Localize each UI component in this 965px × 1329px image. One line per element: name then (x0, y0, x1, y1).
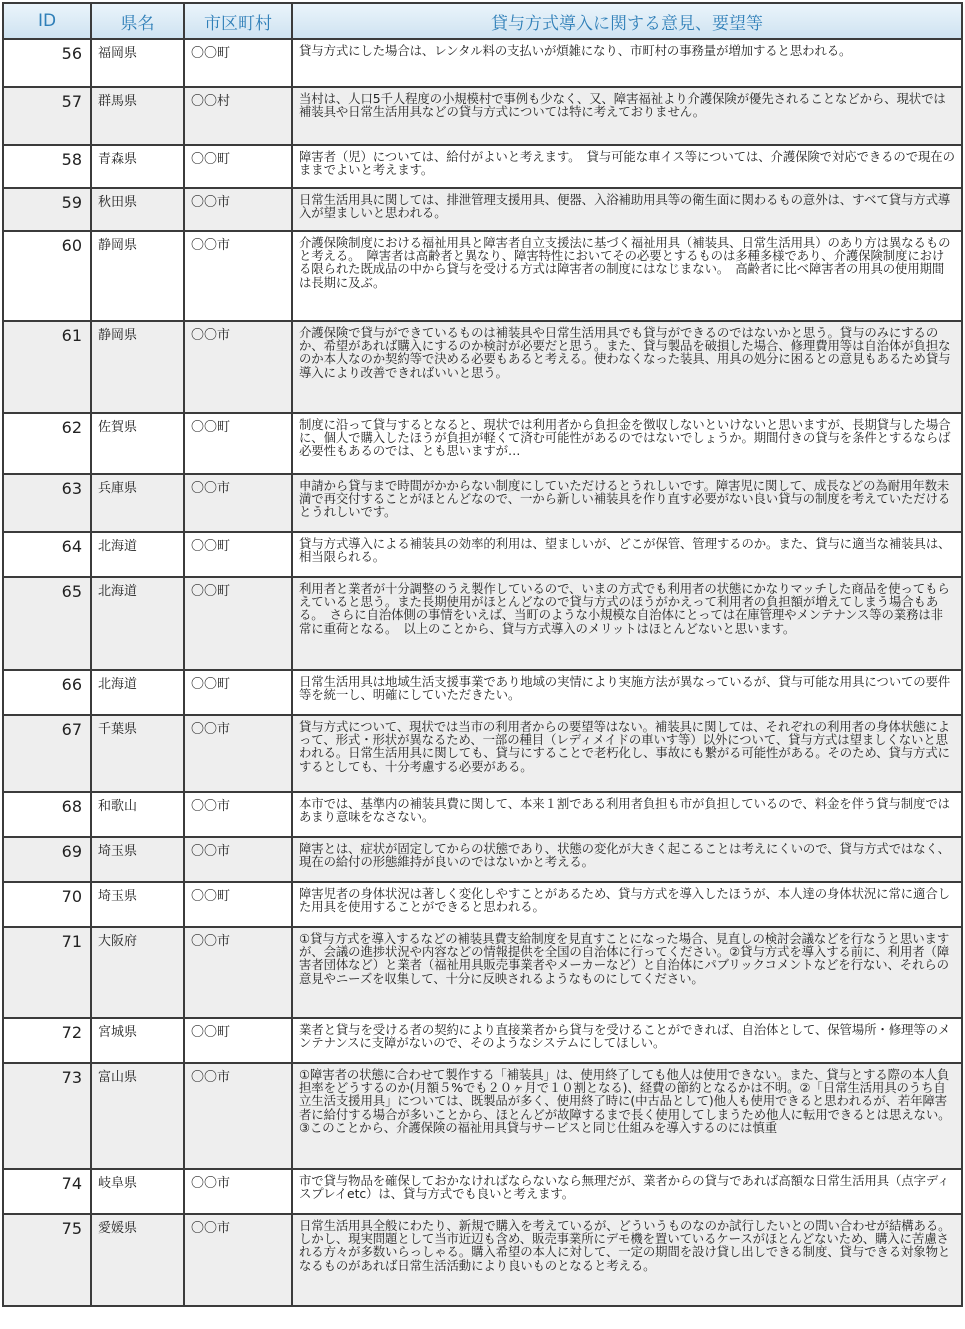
row-id: 61 (3, 321, 91, 413)
row-prefecture: 岐阜県 (91, 1169, 184, 1214)
table-row (3, 715, 962, 792)
table-row (3, 927, 962, 1018)
table-row (3, 1063, 962, 1169)
table-row (3, 145, 962, 188)
row-municipality: 〇〇町 (184, 413, 292, 474)
row-id: 56 (3, 39, 91, 87)
row-municipality: 〇〇市 (184, 792, 292, 837)
row-opinion: 市で貸与物品を確保しておかなければならないなら無理だが、業者からの貸与であれば高額な日常生活用具（点字ディスプレイetc）は、貸与方式でも良いと考えます。 (292, 1169, 962, 1214)
row-prefecture: 秋田県 (91, 188, 184, 231)
row-municipality: 〇〇市 (184, 188, 292, 231)
row-prefecture: 千葉県 (91, 715, 184, 792)
table-row (3, 1169, 962, 1214)
table-row (3, 413, 962, 474)
row-opinion: 障害とは、症状が固定してからの状態であり、状態の変化が大きく起こることは考えにくいので、貸与方式ではなく、現在の給付の形態維持が良いのではないかと考える。 (292, 837, 962, 882)
row-prefecture: 埼玉県 (91, 882, 184, 927)
row-id: 65 (3, 577, 91, 670)
row-municipality: 〇〇市 (184, 321, 292, 413)
row-id: 67 (3, 715, 91, 792)
row-municipality: 〇〇市 (184, 837, 292, 882)
row-prefecture: 北海道 (91, 670, 184, 715)
row-prefecture: 富山県 (91, 1063, 184, 1169)
row-id: 60 (3, 231, 91, 321)
row-municipality: 〇〇町 (184, 1018, 292, 1063)
row-opinion: 本市では、基準内の補装具費に関して、本来１割である利用者負担も市が負担しているので、料金を伴う貸与制度ではあまり意味をなさない。 (292, 792, 962, 837)
row-id: 57 (3, 87, 91, 145)
row-id: 59 (3, 188, 91, 231)
row-municipality: 〇〇町 (184, 39, 292, 87)
table-row (3, 87, 962, 145)
table-row (3, 670, 962, 715)
table-header-row (3, 3, 962, 39)
row-municipality: 〇〇市 (184, 927, 292, 1018)
header-id: ID (3, 3, 91, 39)
row-prefecture: 福岡県 (91, 39, 184, 87)
table-row (3, 231, 962, 321)
row-prefecture: 兵庫県 (91, 474, 184, 532)
table-row (3, 577, 962, 670)
row-opinion: ①障害者の状態に合わせて製作する「補装具」は、使用終了しても他人は使用できない。また、貸与とする際の本人負担率をどうするのか(月額５%でも２０ヶ月で１０割となる)、経費の節約となるかは不明。②「日常生活用具のうち自立生活支援用具」については、既製品が多く、使用終了時に(中古品として)他人も使用できると思われるが、若年障害者に給付する場合が多いことから、ほとんどが故障するまで長く使用してしまうため他人に転用できるとは思えない。③このことから、介護保険の福祉用具貸与サービスと同じ仕組みを導入するのには慎重 (292, 1063, 962, 1169)
row-opinion: 制度に沿って貸与するとなると、現状では利用者から負担金を徴収しないといけないと思いますが、長期貸与した場合に、個人で購入したほうが負担が軽くて済む可能性があるのではないでしょうか。期間付きの貸与を条件とするならば必要性もあるのでは、とも思いますが… (292, 413, 962, 474)
table-row (3, 792, 962, 837)
row-id: 75 (3, 1214, 91, 1306)
row-municipality: 〇〇村 (184, 87, 292, 145)
row-opinion: 介護保険制度における福祉用具と障害者自立支援法に基づく福祉用具（補装具、日常生活用具）のあり方は異なるものと考える。 障害者は高齢者と異なり、障害特性においてその必要とするものは多種多様であり、介護保険制度における限られた既成品の中から貸与を受ける方式は障害者の制度にはなじまない。 高齢者に比べ障害者の用具の使用期間は長期に及ぶ。 (292, 231, 962, 321)
row-municipality: 〇〇町 (184, 670, 292, 715)
row-id: 72 (3, 1018, 91, 1063)
header-opinion: 貸与方式導入に関する意見、要望等 (292, 3, 962, 39)
row-opinion: 貸与方式にした場合は、レンタル料の支払いが煩雑になり、市町村の事務量が増加すると思われる。 (292, 39, 962, 87)
row-id: 74 (3, 1169, 91, 1214)
row-municipality: 〇〇市 (184, 474, 292, 532)
row-id: 58 (3, 145, 91, 188)
table-row (3, 882, 962, 927)
table-row (3, 532, 962, 577)
row-opinion: 障害者（児）については、給付がよいと考えます。 貸与可能な車イス等については、介護保険で対応できるので現在のままでよいと考えます。 (292, 145, 962, 188)
opinion-table (2, 2, 963, 1307)
row-id: 70 (3, 882, 91, 927)
row-prefecture: 北海道 (91, 577, 184, 670)
table-row (3, 39, 962, 87)
row-opinion: 申請から貸与まで時間がかからない制度にしていただけるとうれしいです。障害児に関して、成長などの為耐用年数未満で再交付することがほとんどなので、一から新しい補装具を作り直す必要がない良い貸与の制度を考えていただけるとうれしいです。 (292, 474, 962, 532)
row-opinion: 貸与方式について、現状では当市の利用者からの要望等はない。補装具に関しては、それぞれの利用者の身体状態によって、形式・形状が異なるため、一部の種目（レディメイドの車いす等）以外について、貸与方式は望ましくないと思われる。日常生活用具に関しても、貸与にすることで老朽化し、事故にも繋がる可能性がある。そのため、貸与方式にするとしても、十分考慮する必要がある。 (292, 715, 962, 792)
table-row (3, 321, 962, 413)
row-prefecture: 和歌山 (91, 792, 184, 837)
table-row (3, 1018, 962, 1063)
row-id: 71 (3, 927, 91, 1018)
row-prefecture: 佐賀県 (91, 413, 184, 474)
table-row (3, 837, 962, 882)
row-municipality: 〇〇町 (184, 532, 292, 577)
table-row (3, 188, 962, 231)
row-opinion: 障害児者の身体状況は著しく変化しやすことがあるため、貸与方式を導入したほうが、本人達の身体状況に常に適合した用具を使用することができると思われる。 (292, 882, 962, 927)
row-id: 62 (3, 413, 91, 474)
row-opinion: 当村は、人口5千人程度の小規模村で事例も少なく、又、障害福祉より介護保険が優先されることなどから、現状では補装具や日常生活用具などの貸与方式については特に考えておりません。 (292, 87, 962, 145)
row-municipality: 〇〇町 (184, 577, 292, 670)
row-id: 63 (3, 474, 91, 532)
row-opinion: 利用者と業者が十分調整のうえ製作しているので、いまの方式でも利用者の状態にかなりマッチした商品を使ってもらえていると思う。また長期使用がほとんどなので貸与方式のほうがかえって利用者の負担額が増えてしまう場合もある。 さらに自治体側の事情をいえば、当町のような小規模な自治体にとっては在庫管理やメンテナンス等の業務は非常に重荷となる。 以上のことから、貸与方式導入のメリットはほとんどないと思います。 (292, 577, 962, 670)
row-municipality: 〇〇市 (184, 1063, 292, 1169)
row-prefecture: 愛媛県 (91, 1214, 184, 1306)
row-prefecture: 埼玉県 (91, 837, 184, 882)
row-prefecture: 大阪府 (91, 927, 184, 1018)
row-prefecture: 宮城県 (91, 1018, 184, 1063)
row-id: 69 (3, 837, 91, 882)
row-opinion: ①貸与方式を導入するなどの補装具費支給制度を見直すことになった場合、見直しの検討会議などを行なうと思いますが、会議の進捗状況や内容などの情報提供を全国の自治体に行ってください。②貸与方式を導入する前に、利用者（障害者団体など）と業者（福祉用具販売事業者やメーカーなど）と自治体にパブリックコメントなどを行ない、それらの意見やニーズを収集して、十分に反映されるようなものにしてください。 (292, 927, 962, 1018)
row-municipality: 〇〇市 (184, 1214, 292, 1306)
row-opinion: 日常生活用具に関しては、排泄管理支援用具、便器、入浴補助用具等の衛生面に関わるもの意外は、すべて貸与方式導入が望ましいと思われる。 (292, 188, 962, 231)
row-prefecture: 青森県 (91, 145, 184, 188)
opinion-table-container (2, 2, 961, 1307)
row-municipality: 〇〇市 (184, 715, 292, 792)
row-prefecture: 北海道 (91, 532, 184, 577)
row-prefecture: 群馬県 (91, 87, 184, 145)
header-municipality: 市区町村 (184, 3, 292, 39)
row-prefecture: 静岡県 (91, 321, 184, 413)
row-municipality: 〇〇町 (184, 145, 292, 188)
row-opinion: 日常生活用具は地域生活支援事業であり地域の実情により実施方法が異なっているが、貸与可能な用具についての要件等を統一し、明確にしていただきたい。 (292, 670, 962, 715)
table-row (3, 1214, 962, 1306)
row-opinion: 貸与方式導入による補装具の効率的利用は、望ましいが、どこが保管、管理するのか。また、貸与に適当な補装具は、相当限られる。 (292, 532, 962, 577)
row-id: 66 (3, 670, 91, 715)
row-id: 64 (3, 532, 91, 577)
row-municipality: 〇〇市 (184, 1169, 292, 1214)
row-prefecture: 静岡県 (91, 231, 184, 321)
table-row (3, 474, 962, 532)
header-prefecture: 県名 (91, 3, 184, 39)
row-municipality: 〇〇町 (184, 882, 292, 927)
row-id: 73 (3, 1063, 91, 1169)
row-municipality: 〇〇市 (184, 231, 292, 321)
row-id: 68 (3, 792, 91, 837)
row-opinion: 介護保険で貸与ができているものは補装具や日常生活用具でも貸与ができるのではないかと思う。貸与のみにするのか、希望があれば購入にするのか検討が必要だと思う。また、貸与製品を破損した場合、修理費用等は自治体が負担なのか本人なのか契約等で決める必要もあると考える。使わなくなった装具、用具の処分に困るとの意見もあるため貸与導入により改善できればいいと思う。 (292, 321, 962, 413)
row-opinion: 日常生活用具全般にわたり、新規で購入を考えているが、どういうものなのか試行したいとの問い合わせが結構ある。しかし、現実問題として当市近辺も含め、販売事業所にデモ機を置いているケースがほとんどないため、購入に苦慮される方々が多数いらっしゃる。購入希望の本人に対して、一定の期間を設け貸し出しできる制度、貸与できる対象物となるものがあれば日常生活活動により良いものとなると考える。 (292, 1214, 962, 1306)
row-opinion: 業者と貸与を受ける者の契約により直接業者から貸与を受けることができれば、自治体として、保管場所・修理等のメンテナンスに支障がないので、そのようなシステムにしてほしい。 (292, 1018, 962, 1063)
